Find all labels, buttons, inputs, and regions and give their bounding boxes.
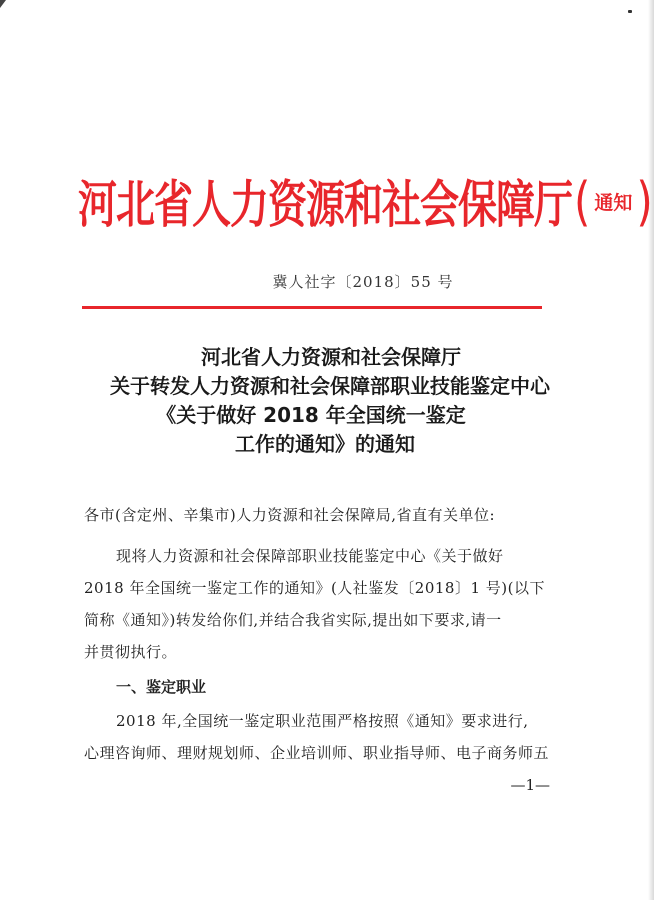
masthead-paren-open: (: [574, 170, 591, 232]
document-title: [0, 343, 654, 459]
salutation: 各市(含定州、辛集市)人力资源和社会保障局,省直有关单位:: [84, 506, 496, 524]
page-number: —1—: [510, 776, 550, 794]
paragraph-line: 2018 年,全国统一鉴定职业范围严格按照《通知》要求进行,: [116, 712, 529, 730]
document-number-text: 冀人社字〔2018〕55 号: [272, 273, 454, 291]
masthead-paren-close: ): [636, 170, 653, 232]
paragraph-line: 2018 年全国统一鉴定工作的通知》(人社鉴发〔2018〕1 号)(以下: [84, 579, 545, 597]
title-line: 工作的通知》的通知: [235, 432, 415, 456]
masthead-doc-type: [574, 170, 653, 232]
paragraph-line: 简称《通知》)转发给你们,并结合我省实际,提出如下要求,请一: [84, 611, 502, 629]
paragraph-line: 并贯彻执行。: [84, 643, 178, 661]
document-masthead: [78, 170, 653, 235]
document-number: [0, 271, 654, 292]
title-line: 关于转发人力资源和社会保障部职业技能鉴定中心: [110, 374, 550, 398]
scan-dot-mark: [628, 10, 632, 13]
title-line: 河北省人力资源和社会保障厅: [201, 345, 461, 369]
masthead-doc-type-label: 通知: [594, 191, 633, 214]
paragraph-line: 现将人力资源和社会保障部职业技能鉴定中心《关于做好: [116, 547, 504, 565]
title-line: 《关于做好 2018 年全国统一鉴定: [156, 403, 466, 427]
masthead-org-name: 河北省人力资源和社会保障厅: [78, 176, 573, 235]
paragraph-line: 心理咨询师、理财规划师、企业培训师、职业指导师、电子商务师五: [84, 744, 550, 762]
section-heading: 一、鉴定职业: [116, 678, 207, 696]
masthead-divider: [82, 306, 542, 309]
scan-corner-mark: [0, 0, 40, 40]
